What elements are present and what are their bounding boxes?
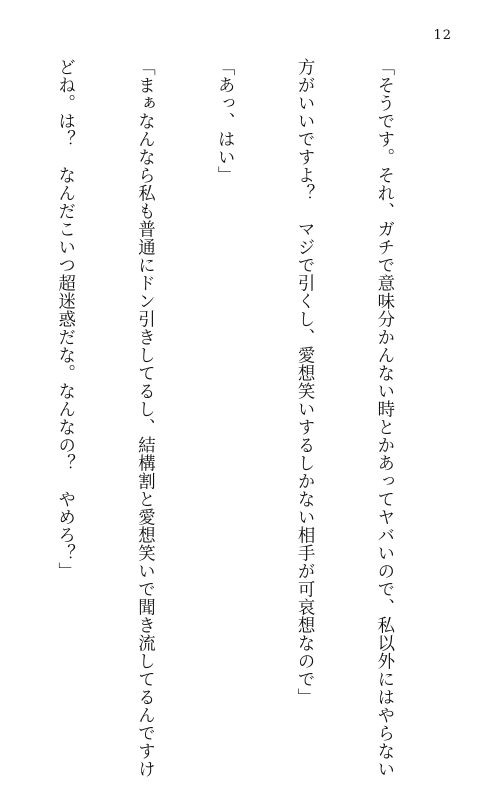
- text-line: 方がいいですよ？ マジで引くし、愛想笑いするしかない相手が可哀想なので」: [294, 58, 315, 706]
- text-line: 「あっ、はい」: [214, 58, 235, 184]
- text-line: どね。は？ なんだこいつ超迷惑だな。なんなの？ やめろ？」: [54, 58, 75, 580]
- page-number: 12: [433, 28, 452, 43]
- text-line: 「まぁなんなら私も普通にドン引きしてるし、結構割と愛想笑いで聞き流してるんですけ: [134, 58, 155, 778]
- text-line: 「そうです。それ、ガチで意味分かんない時とかあってヤバいので、私以外にはやらない: [373, 58, 394, 778]
- vertical-text-body: [50, 58, 450, 778]
